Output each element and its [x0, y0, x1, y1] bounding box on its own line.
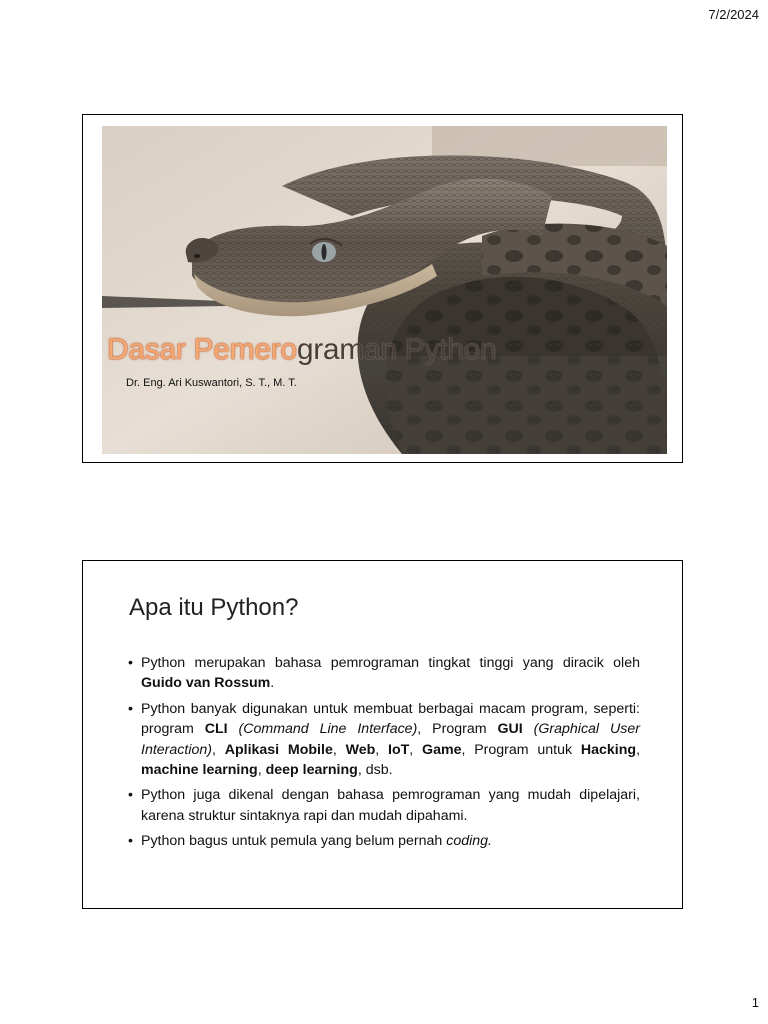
- bullet-text: Python merupakan bahasa pemrograman tingkat tinggi yang diracik oleh: [141, 655, 640, 671]
- bullet-item: [128, 831, 640, 851]
- bold-term: CLI: [204, 721, 228, 738]
- author-name: Dr. Eng. Ari Kuswantori, S. T., M. T.: [126, 377, 297, 389]
- content-slide: [82, 560, 683, 909]
- bullet-text: ,: [257, 762, 266, 779]
- bullet-list: [128, 653, 640, 857]
- slide-title-part1: Dasar Pemero: [107, 333, 297, 366]
- bold-term: deep learning: [265, 762, 358, 779]
- italic-term: (Graphical User Interaction): [141, 721, 640, 758]
- bold-term: Guido van Rossum: [141, 675, 271, 692]
- bullet-text: , dsb.: [357, 762, 393, 779]
- bullet-text: ,: [375, 741, 389, 758]
- python-snake-photo: [102, 126, 667, 454]
- bullet-text: , Program: [417, 721, 498, 738]
- bold-term: GUI: [497, 721, 523, 738]
- bullet-text: [228, 721, 239, 737]
- bold-term: machine learning: [141, 762, 258, 779]
- slide-title: [107, 333, 496, 367]
- slide-title-part2: graman Python: [296, 333, 497, 366]
- bullet-text: Python bagus untuk pemula yang belum pernah: [141, 833, 447, 850]
- bold-term: IoT: [388, 741, 410, 758]
- bullet-text: Python banyak digunakan untuk membuat berbagai macam program, seperti: program: [141, 700, 640, 738]
- bullet-text: , Program untuk: [461, 741, 581, 758]
- italic-term: coding.: [446, 833, 492, 850]
- bullet-text: ,: [636, 741, 641, 758]
- bullet-text: Python juga dikenal dengan bahasa pemrograman yang mudah dipelajari, karena struktur sintaknya rapi dan mudah dipahami.: [141, 787, 640, 824]
- bold-term: Aplikasi Mobile: [224, 741, 333, 758]
- bullet-text: .: [270, 675, 275, 692]
- italic-term: (Command Line Interface): [238, 721, 418, 738]
- bullet-item: [128, 699, 640, 781]
- bullet-text: [523, 721, 534, 737]
- slide-heading: Apa itu Python?: [129, 594, 299, 621]
- bold-term: Web: [345, 741, 376, 758]
- bullet-text: ,: [409, 741, 423, 758]
- bold-term: Game: [422, 741, 462, 758]
- bullet-item: [128, 785, 640, 826]
- bullet-item: [128, 653, 640, 694]
- page-number: 1: [751, 995, 759, 1010]
- bullet-text: ,: [211, 741, 225, 758]
- page-date: 7/2/2024: [708, 7, 759, 22]
- bullet-text: ,: [332, 741, 346, 758]
- title-slide: [82, 114, 683, 463]
- bold-term: Hacking: [580, 741, 637, 758]
